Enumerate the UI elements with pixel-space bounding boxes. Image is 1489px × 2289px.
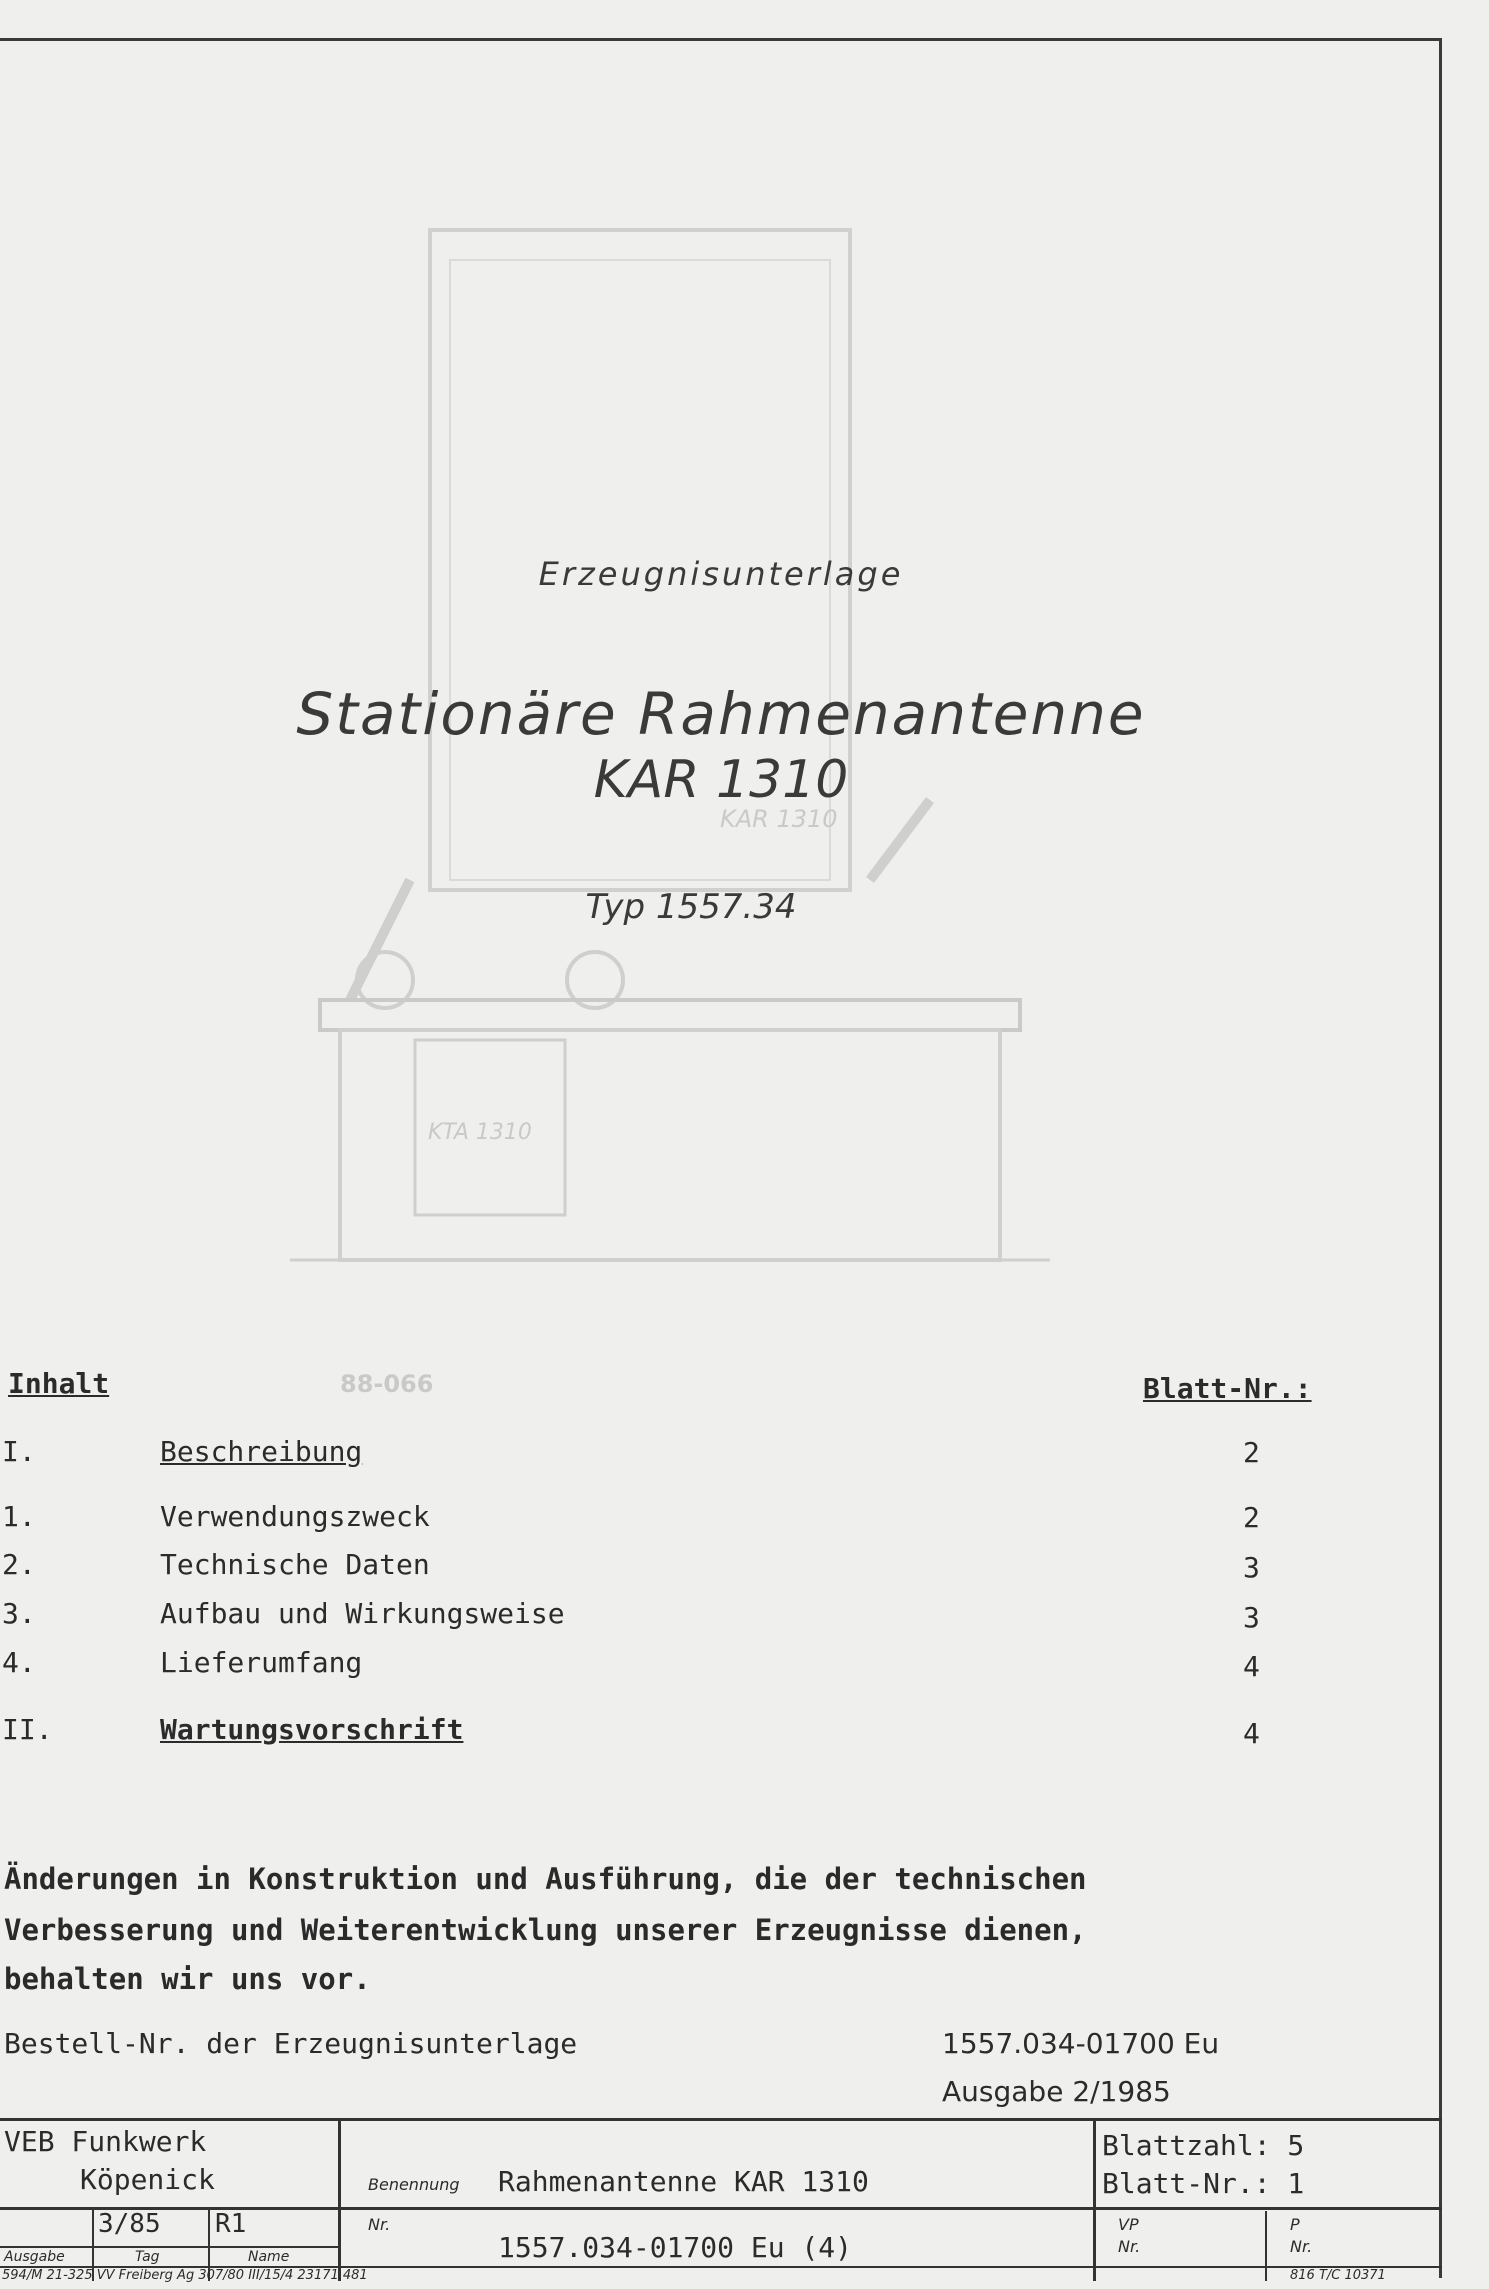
toc-page-heading: Blatt-Nr.: <box>1143 1372 1312 1405</box>
notice-line3: behalten wir uns vor. <box>4 1962 371 1996</box>
doc-type: Erzeugnisunterlage <box>538 555 904 593</box>
toc-entry-num: I. <box>2 1435 36 1468</box>
blattnr: Blatt-Nr.: 1 <box>1102 2167 1305 2200</box>
name-label: Name <box>248 2249 290 2265</box>
toc-entry-label: Beschreibung <box>160 1435 363 1468</box>
title-line1: Stationäre Rahmenantenne <box>296 680 1146 748</box>
type-label: Typ 1557.34 <box>585 887 797 927</box>
toc-entry-num: 1. <box>2 1500 36 1533</box>
toc-entry-num: 3. <box>2 1597 36 1630</box>
company-line1: VEB Funkwerk <box>4 2125 207 2158</box>
toc-entry-page: 4 <box>1243 1650 1260 1683</box>
footer-left: 594/M 21-325 VV Freiberg Ag 307/80 III/15/4 23171 481 <box>2 2268 368 2283</box>
order-label: Bestell-Nr. der Erzeugnisunterlage <box>4 2027 578 2060</box>
benennung-value: Rahmenantenne KAR 1310 <box>498 2165 869 2198</box>
p-label: P <box>1290 2215 1300 2234</box>
toc-entry-label: Wartungsvorschrift <box>160 1713 464 1746</box>
toc-entry-label: Aufbau und Wirkungsweise <box>160 1597 565 1630</box>
toc-entry-label: Technische Daten <box>160 1548 430 1581</box>
toc-entry-label: Lieferumfang <box>160 1646 363 1679</box>
toc-entry-page: 2 <box>1243 1501 1260 1534</box>
vp-label: VP <box>1118 2215 1139 2234</box>
ausgabe-label: Ausgabe <box>4 2249 65 2265</box>
blattzahl: Blattzahl: 5 <box>1102 2129 1305 2162</box>
toc-heading: Inhalt <box>8 1367 110 1400</box>
toc-entry-num: 2. <box>2 1548 36 1581</box>
toc-entry-label: Verwendungszweck <box>160 1500 430 1533</box>
toc-entry-page: 4 <box>1243 1717 1260 1750</box>
p-nr: Nr. <box>1290 2237 1313 2256</box>
toc-entry-num: 4. <box>2 1646 36 1679</box>
vp-nr: Nr. <box>1118 2237 1141 2256</box>
title-block <box>0 2118 1442 2283</box>
notice-line2: Verbesserung und Weiterentwicklung unserer Erzeugnisse dienen, <box>4 1913 1087 1947</box>
name-value: R1 <box>215 2209 247 2239</box>
title-line2: KAR 1310 <box>593 750 849 810</box>
nr-value: 1557.034-01700 Eu (4) <box>498 2231 853 2264</box>
drawing-label-code: 88-066 <box>340 1370 434 1398</box>
notice-line1: Änderungen in Konstruktion und Ausführung, die der technischen <box>4 1862 1087 1896</box>
order-edition: Ausgabe 2/1985 <box>942 2075 1171 2108</box>
toc-entry-page: 3 <box>1243 1601 1260 1634</box>
nr-label: Nr. <box>368 2215 391 2234</box>
company-line2: Köpenick <box>80 2163 215 2196</box>
drawing-label-box: KTA 1310 <box>428 1120 532 1145</box>
footer-right: 816 T/C 10371 <box>1290 2268 1386 2283</box>
toc-entry-page: 2 <box>1243 1436 1260 1469</box>
toc-entry-page: 3 <box>1243 1551 1260 1584</box>
tag-label: Tag <box>135 2249 160 2265</box>
drawing-label-antenna: KAR 1310 <box>720 805 838 833</box>
ausgabe-value: 3/85 <box>98 2209 161 2239</box>
benennung-label: Benennung <box>368 2175 460 2194</box>
toc-entry-num: II. <box>2 1713 53 1746</box>
order-number: 1557.034-01700 Eu <box>942 2027 1220 2060</box>
